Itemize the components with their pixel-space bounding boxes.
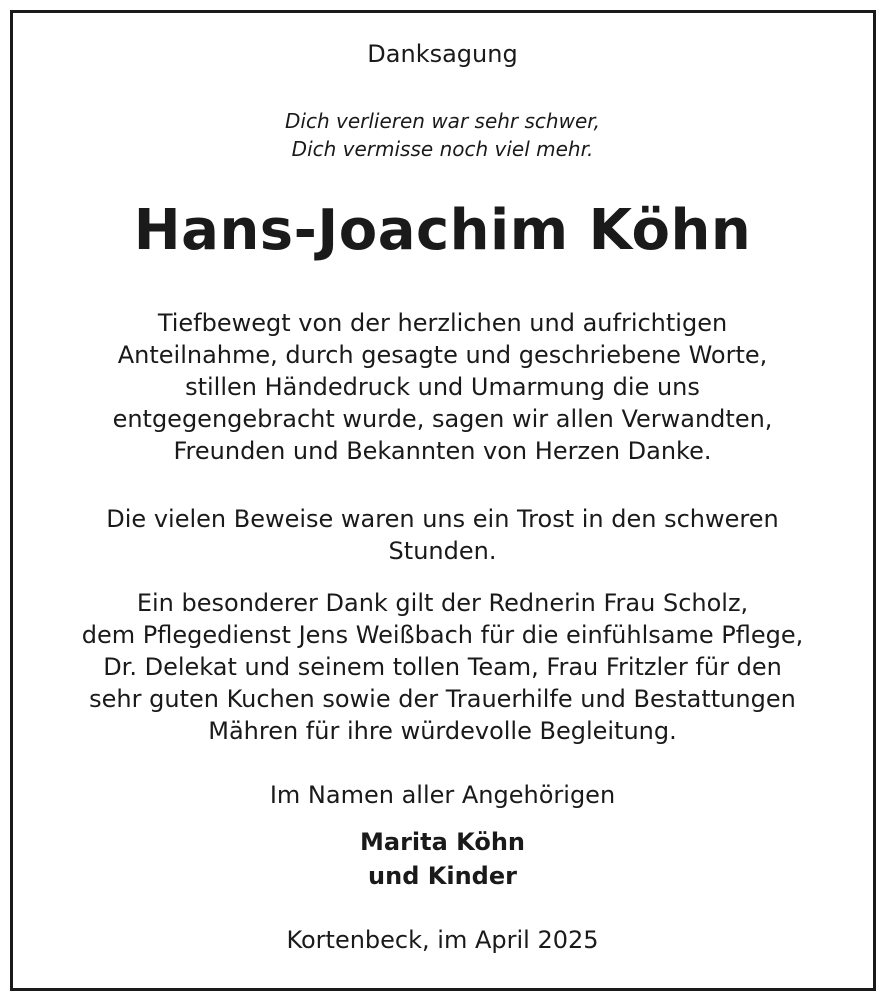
place-date: Kortenbeck, im April 2025 [286, 926, 599, 954]
thanks-paragraph-line: Anteilnahme, durch gesagte und geschriebene Worte, [117, 341, 768, 369]
signer-name: Marita Köhn [360, 828, 525, 856]
notice-heading: Danksagung [367, 40, 518, 68]
deceased-name: Hans-Joachim Köhn [133, 198, 752, 263]
verse-line: Dich vermisse noch viel mehr. [291, 137, 594, 161]
special-thanks-line: Ein besonderer Dank gilt der Rednerin Frau Scholz, [136, 589, 749, 617]
signer-name: und Kinder [368, 862, 517, 890]
special-thanks-line: Mähren für ihre würdevolle Begleitung. [208, 717, 677, 745]
closing-line: Im Namen aller Angehörigen [269, 781, 616, 809]
comfort-paragraph-line: Die vielen Beweise waren uns ein Trost in den schweren [106, 505, 779, 533]
thanks-paragraph-line: Freunden und Bekannten von Herzen Danke. [173, 437, 712, 465]
comfort-paragraph-line: Stunden. [388, 537, 497, 565]
special-thanks-line: dem Pflegedienst Jens Weißbach für die einfühlsame Pflege, [81, 621, 804, 649]
thanks-paragraph-line: entgegengebracht wurde, sagen wir allen Verwandten, [112, 405, 773, 433]
special-thanks-line: Dr. Delekat und seinem tollen Team, Frau Fritzler für den [103, 653, 782, 681]
thanks-paragraph-line: Tiefbewegt von der herzlichen und aufrichtigen [157, 309, 728, 337]
special-thanks-line: sehr guten Kuchen sowie der Trauerhilfe und Bestattungen [89, 685, 796, 713]
thanks-paragraph-line: stillen Händedruck und Umarmung die uns [185, 373, 700, 401]
verse-line: Dich verlieren war sehr schwer, [285, 109, 600, 133]
